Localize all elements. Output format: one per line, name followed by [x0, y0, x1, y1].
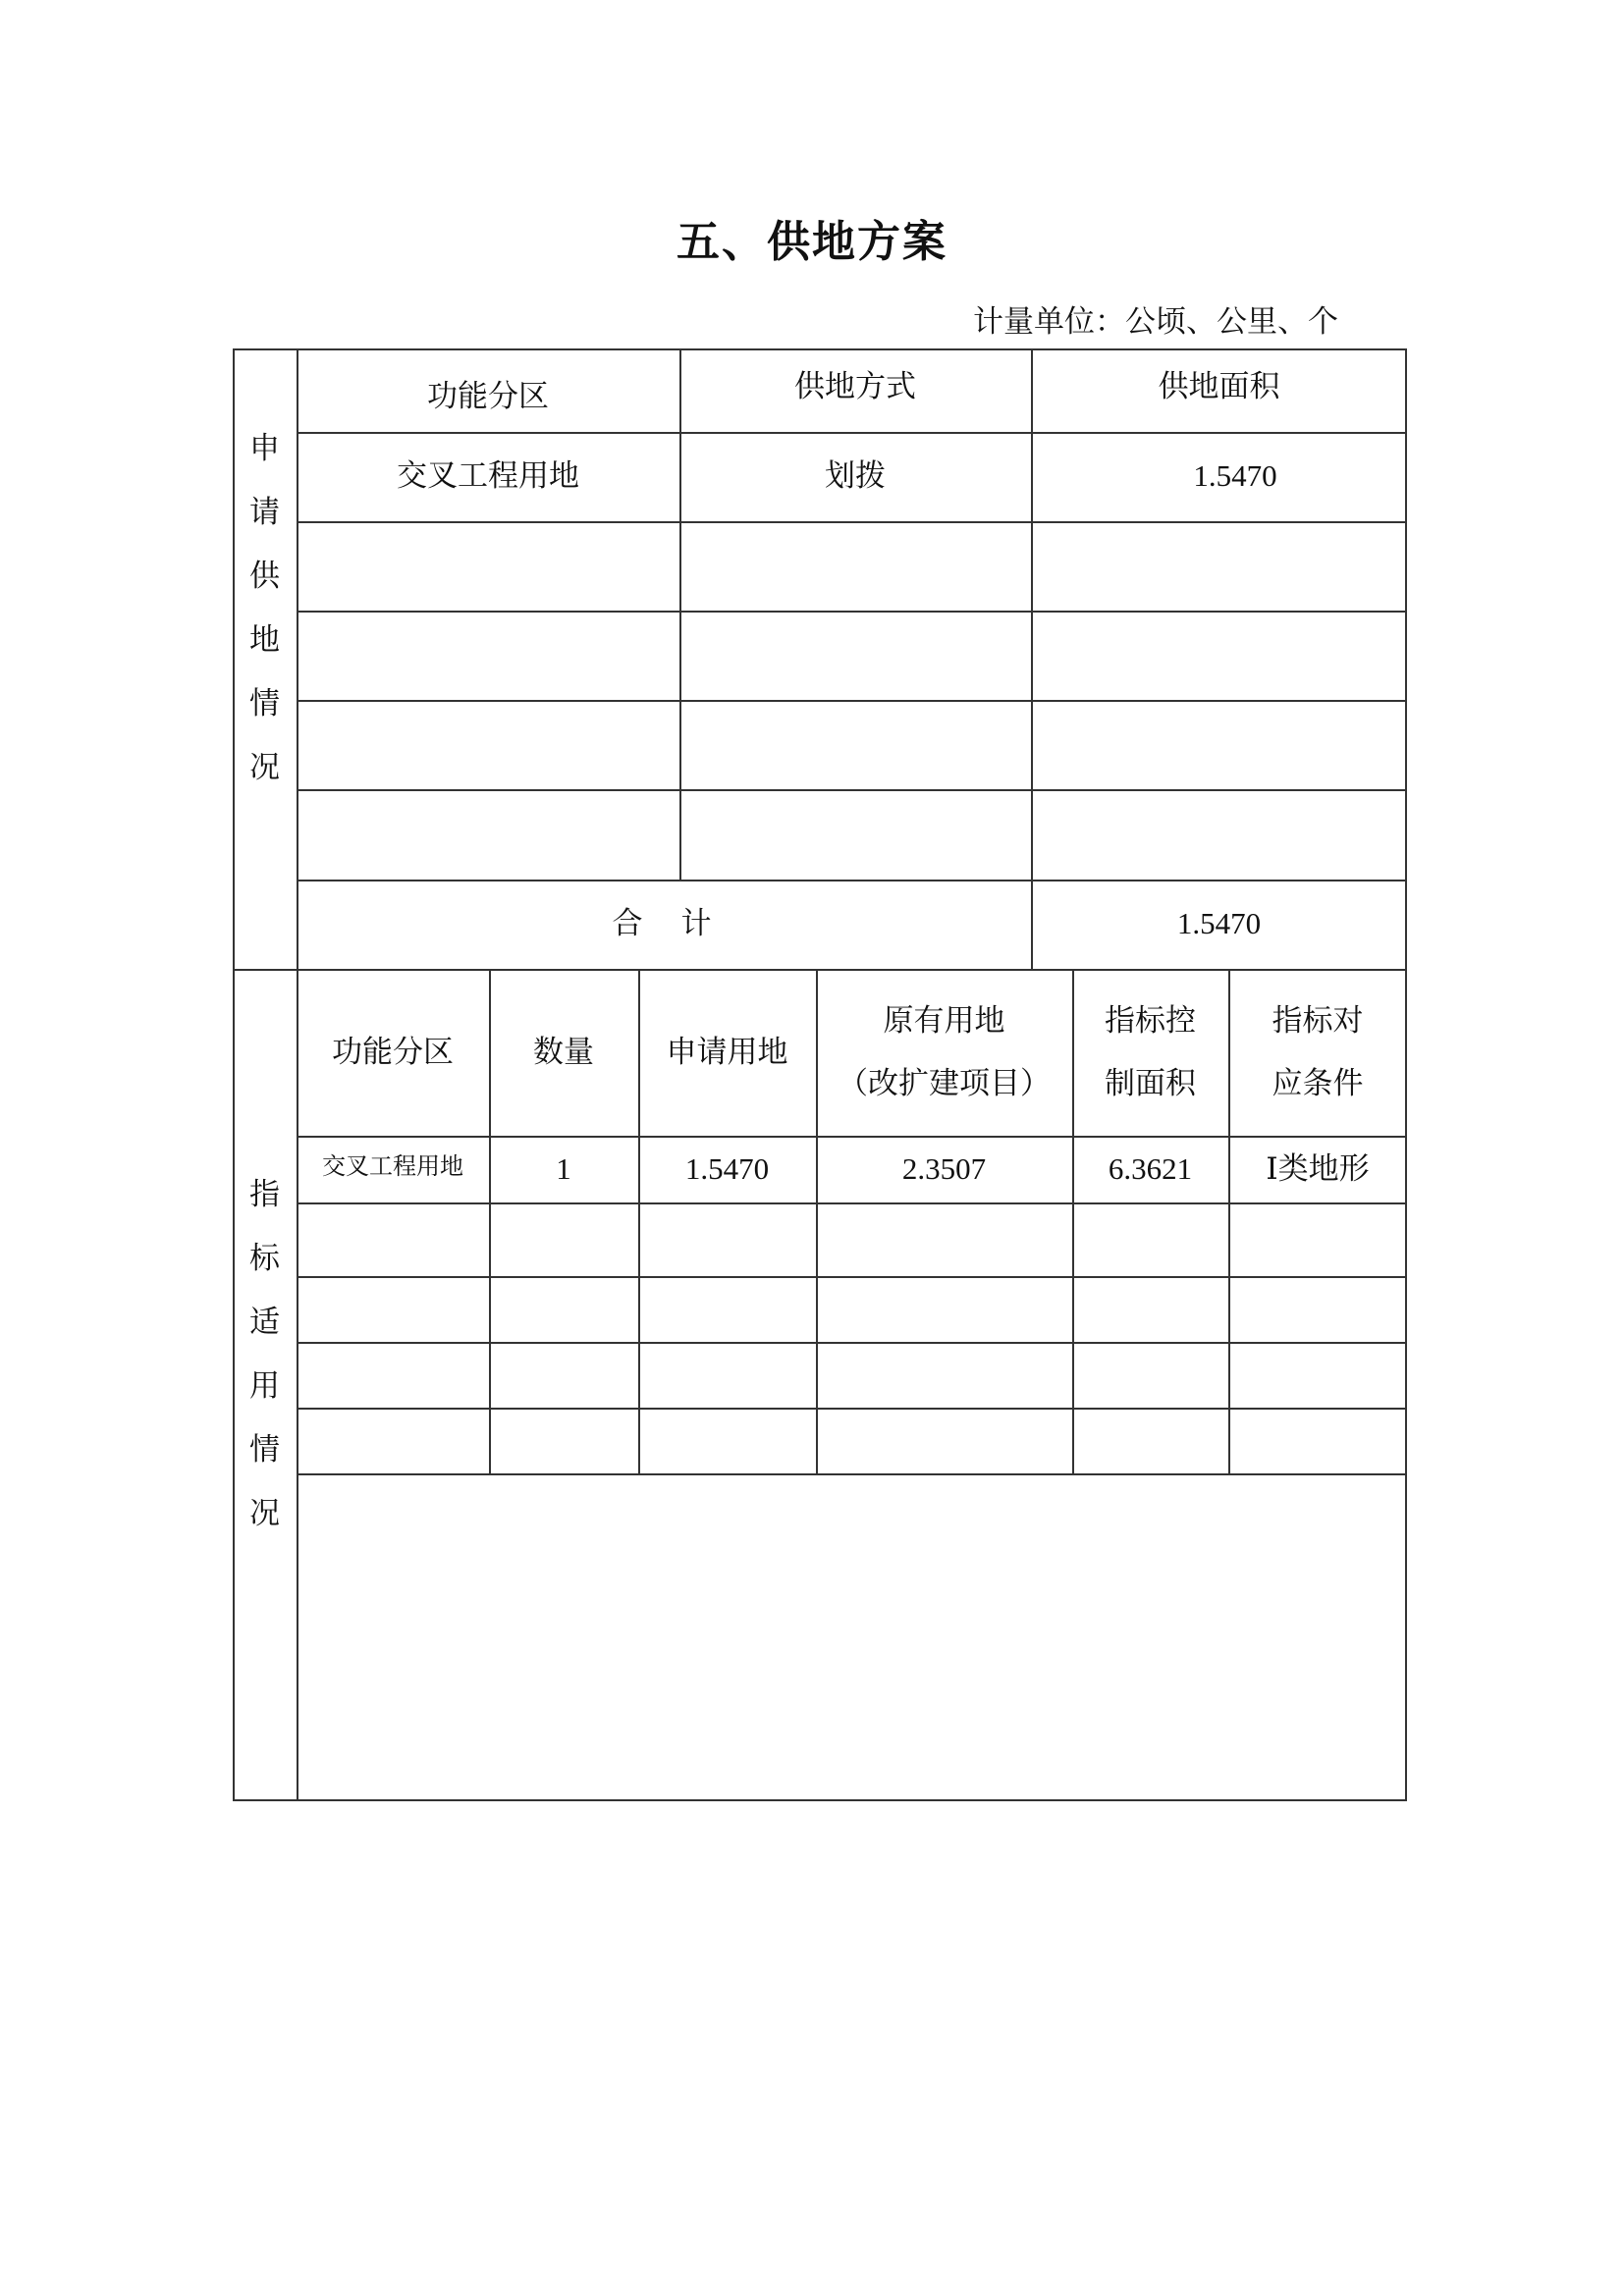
table-cell: 交叉工程用地	[397, 458, 579, 495]
section2-side-label	[233, 1158, 297, 1551]
header-function-zone: 功能分区	[427, 379, 549, 415]
side-char: 用	[249, 1368, 280, 1404]
side-char: 情	[249, 686, 280, 721]
side-char: 情	[249, 1432, 280, 1468]
grid-line	[297, 1202, 1407, 1204]
side-char: 请	[249, 495, 280, 530]
header-quantity: 数量	[533, 1034, 594, 1070]
table-cell: 交叉工程用地	[322, 1151, 463, 1180]
header-indicator-area: 指标控 制面积	[1105, 1003, 1196, 1101]
header-supply-method: 供地方式	[794, 369, 916, 405]
grid-line	[297, 700, 1407, 702]
side-char: 标	[249, 1241, 280, 1276]
total-label: 合 计	[612, 906, 716, 942]
page-title: 五、供地方案	[677, 217, 947, 267]
table-cell: 2.3507	[901, 1150, 987, 1186]
header-applied-land: 申请用地	[666, 1034, 788, 1070]
grid-line	[297, 1408, 1407, 1410]
table-cell: 1	[556, 1150, 571, 1186]
remarks-area	[297, 1473, 1407, 1801]
header-supply-area: 供地面积	[1158, 369, 1280, 405]
side-char: 适	[249, 1305, 280, 1340]
table-cell: 6.3621	[1108, 1150, 1193, 1186]
side-char: 地	[249, 622, 280, 658]
side-char: 申	[249, 431, 280, 466]
header-original-land: 原有用地 （改扩建项目）	[838, 1003, 1051, 1101]
total-value: 1.5470	[1176, 906, 1262, 941]
grid-line	[297, 1342, 1407, 1344]
side-char: 况	[249, 1496, 280, 1531]
grid-line	[297, 789, 1407, 791]
header-indicator-condition: 指标对 应条件	[1272, 1003, 1364, 1101]
table-cell: Ⅰ类地形	[1266, 1150, 1370, 1187]
side-char: 供	[249, 559, 280, 594]
grid-line	[297, 521, 1407, 523]
header-function-zone-2: 功能分区	[332, 1034, 454, 1070]
side-char: 指	[249, 1177, 280, 1212]
table-cell: 划拨	[825, 458, 886, 495]
unit-note: 计量单位：公顷、公里、个	[973, 304, 1338, 340]
table-cell: 1.5470	[1193, 458, 1277, 494]
table-cell: 1.5470	[684, 1150, 770, 1186]
section1-side-label	[233, 412, 297, 805]
grid-line	[297, 1276, 1407, 1278]
grid-line	[297, 611, 1407, 613]
side-char: 况	[249, 750, 280, 785]
